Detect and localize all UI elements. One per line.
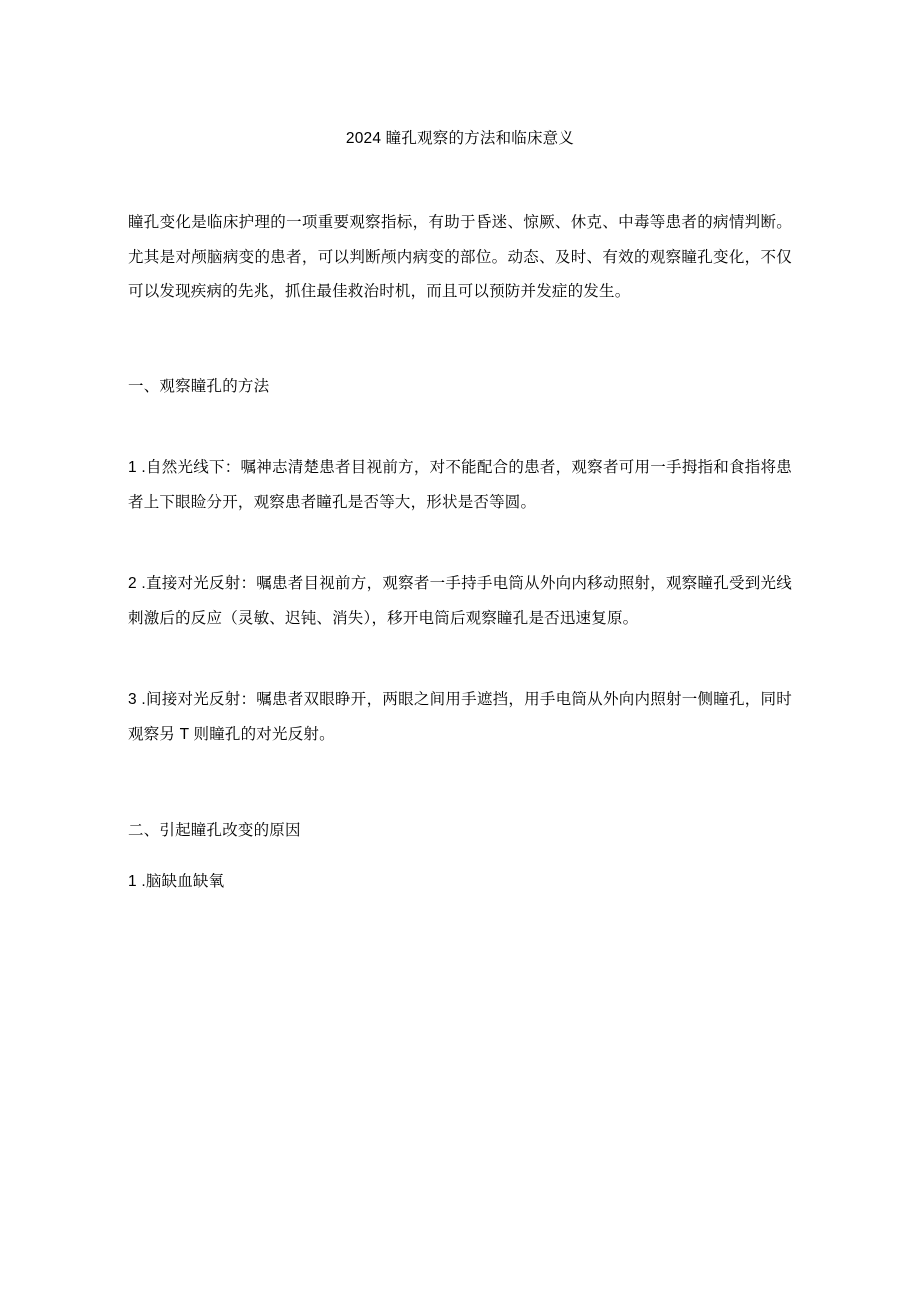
section-two-list-item-1: 1 .脑缺血缺氧 bbox=[128, 872, 225, 890]
page-title: 2024 瞳孔观察的方法和临床意义 bbox=[345, 130, 575, 147]
section-heading-one: 一、观察瞳孔的方法 bbox=[128, 378, 270, 396]
section-heading-two: 二、引起瞳孔改变的原因 bbox=[128, 822, 301, 840]
intro-paragraph: 瞳孔变化是临床护理的一项重要观察指标，有助于昏迷、惊厥、休克、中毒等患者的病情判断。尤其是对颅脑病变的患者，可以判断颅内病变的部位。动态、及时、有效的观察瞳孔变化，不仅可以发现疾病的先兆，抓住最佳救治时机，而且可以预防并发症的发生。 bbox=[128, 213, 792, 301]
document-body bbox=[128, 0, 792, 915]
list-item-1: 1 .自然光线下：嘱神志清楚患者目视前方，对不能配合的患者，观察者可用一手拇指和食指将患者上下眼睑分开，观察患者瞳孔是否等大，形状是否等圆。 bbox=[128, 459, 792, 512]
list-item-3: 3 .间接对光反射：嘱患者双眼睁开，两眼之间用手遮挡，用手电筒从外向内照射一侧瞳孔，同时观察另 T 则瞳孔的对光反射。 bbox=[128, 690, 792, 743]
list-item-2: 2 .直接对光反射：嘱患者目视前方，观察者一手持手电筒从外向内移动照射，观察瞳孔受到光线刺激后的反应（灵敏、迟钝、消失），移开电筒后观察瞳孔是否迅速复原。 bbox=[128, 574, 792, 627]
